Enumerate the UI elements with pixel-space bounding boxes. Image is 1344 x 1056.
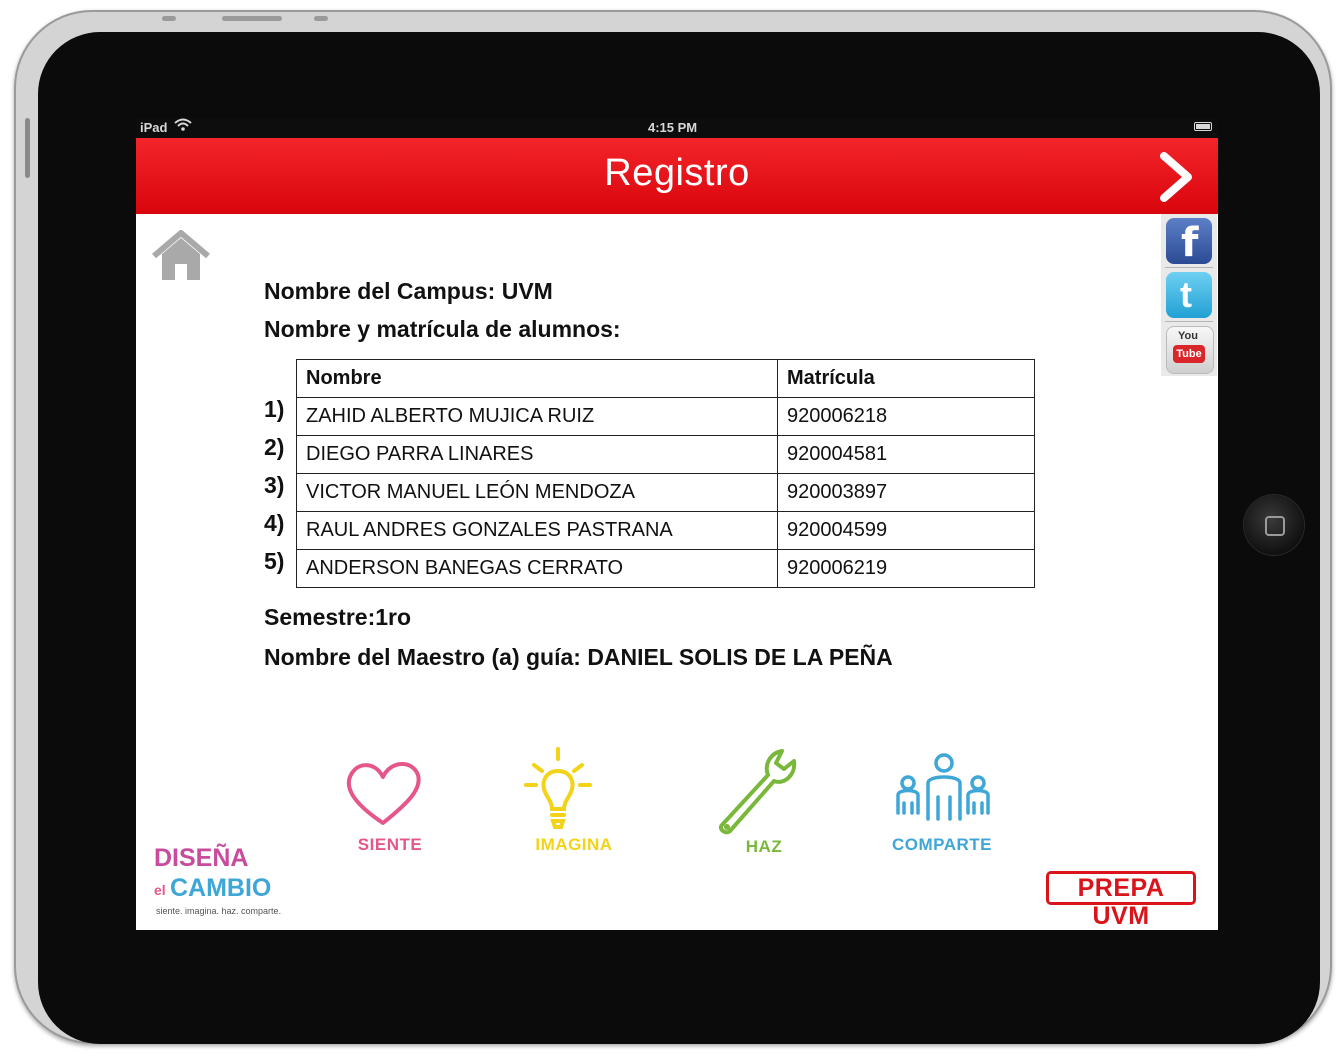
- lightbulb-icon: [514, 743, 634, 838]
- device-label: iPad: [140, 120, 168, 135]
- frame-button: [162, 16, 176, 21]
- nav-label: COMPARTE: [891, 835, 992, 854]
- student-id: 920006219: [778, 550, 1035, 588]
- social-bar: [1161, 214, 1217, 376]
- student-name: ZAHID ALBERTO MUJICA RUIZ: [297, 398, 778, 436]
- row-number: 1): [264, 396, 285, 422]
- app-screen: [136, 118, 1218, 930]
- teacher-label: Nombre del Maestro (a) guía: DANIEL SOLIS DE LA PEÑA: [264, 644, 893, 670]
- disena-el-cambio-logo: [154, 846, 294, 918]
- divider: [1165, 267, 1213, 268]
- row-number: 5): [264, 548, 285, 574]
- page-title: Registro: [604, 152, 750, 194]
- bottom-nav: [330, 743, 1030, 863]
- logo-line2: CAMBIO: [170, 874, 272, 902]
- row-number: 2): [264, 434, 285, 460]
- student-id: 920004581: [778, 436, 1035, 474]
- nav-label: SIENTE: [357, 835, 423, 854]
- heart-icon: [330, 743, 450, 838]
- divider: [1165, 321, 1213, 322]
- logo-line1: DISEÑA: [154, 844, 249, 872]
- youtube-tube-text: Tube: [1173, 345, 1205, 363]
- table-header-row: [297, 360, 1035, 398]
- home-icon[interactable]: [150, 230, 212, 282]
- nav-haz[interactable]: [704, 743, 824, 863]
- nav-siente[interactable]: [330, 743, 450, 863]
- student-name: ANDERSON BANEGAS CERRATO: [297, 550, 778, 588]
- status-bar: [136, 118, 1218, 138]
- student-name: VICTOR MANUEL LEÓN MENDOZA: [297, 474, 778, 512]
- nav-label: IMAGINA: [535, 835, 613, 854]
- students-label: Nombre y matrícula de alumnos:: [264, 316, 621, 342]
- battery-icon: [1194, 122, 1212, 131]
- student-id: 920006218: [778, 398, 1035, 436]
- logo-tagline: siente. imagina. haz. comparte.: [156, 906, 282, 916]
- youtube-you-text: You: [1178, 330, 1198, 342]
- table-row: [297, 474, 1035, 512]
- facebook-icon[interactable]: f: [1166, 218, 1212, 264]
- table-row: [297, 398, 1035, 436]
- frame-button: [222, 16, 282, 21]
- frame-button: [314, 16, 328, 21]
- students-table: [296, 359, 1035, 588]
- row-number: 3): [264, 472, 285, 498]
- table-row: [297, 550, 1035, 588]
- semester-label: Semestre:1ro: [264, 604, 412, 630]
- youtube-icon[interactable]: [1166, 326, 1214, 374]
- row-number: 4): [264, 510, 285, 536]
- wifi-icon: [174, 118, 192, 135]
- wrench-icon: [704, 743, 824, 838]
- table-row: [297, 512, 1035, 550]
- student-name: RAUL ANDRES GONZALES PASTRANA: [297, 512, 778, 550]
- nav-label: HAZ: [745, 837, 783, 856]
- student-name: DIEGO PARRA LINARES: [297, 436, 778, 474]
- people-icon: [882, 743, 1002, 838]
- twitter-icon[interactable]: t: [1166, 272, 1212, 318]
- app-header: [136, 138, 1218, 214]
- column-header-matricula: Matrícula: [778, 360, 1035, 398]
- device-home-button[interactable]: [1244, 495, 1304, 555]
- next-arrow-icon[interactable]: [1156, 152, 1196, 202]
- table-row: [297, 436, 1035, 474]
- column-header-name: Nombre: [297, 360, 778, 398]
- student-id: 920003897: [778, 474, 1035, 512]
- frame-side-button: [25, 118, 30, 178]
- nav-comparte[interactable]: [882, 743, 1002, 863]
- campus-label: Nombre del Campus: UVM: [264, 278, 553, 304]
- status-time: 4:15 PM: [648, 120, 698, 135]
- nav-imagina[interactable]: [514, 743, 634, 863]
- logo-el: el: [154, 882, 166, 898]
- student-id: 920004599: [778, 512, 1035, 550]
- prepa-uvm-logo: PREPA UVM: [1046, 871, 1196, 905]
